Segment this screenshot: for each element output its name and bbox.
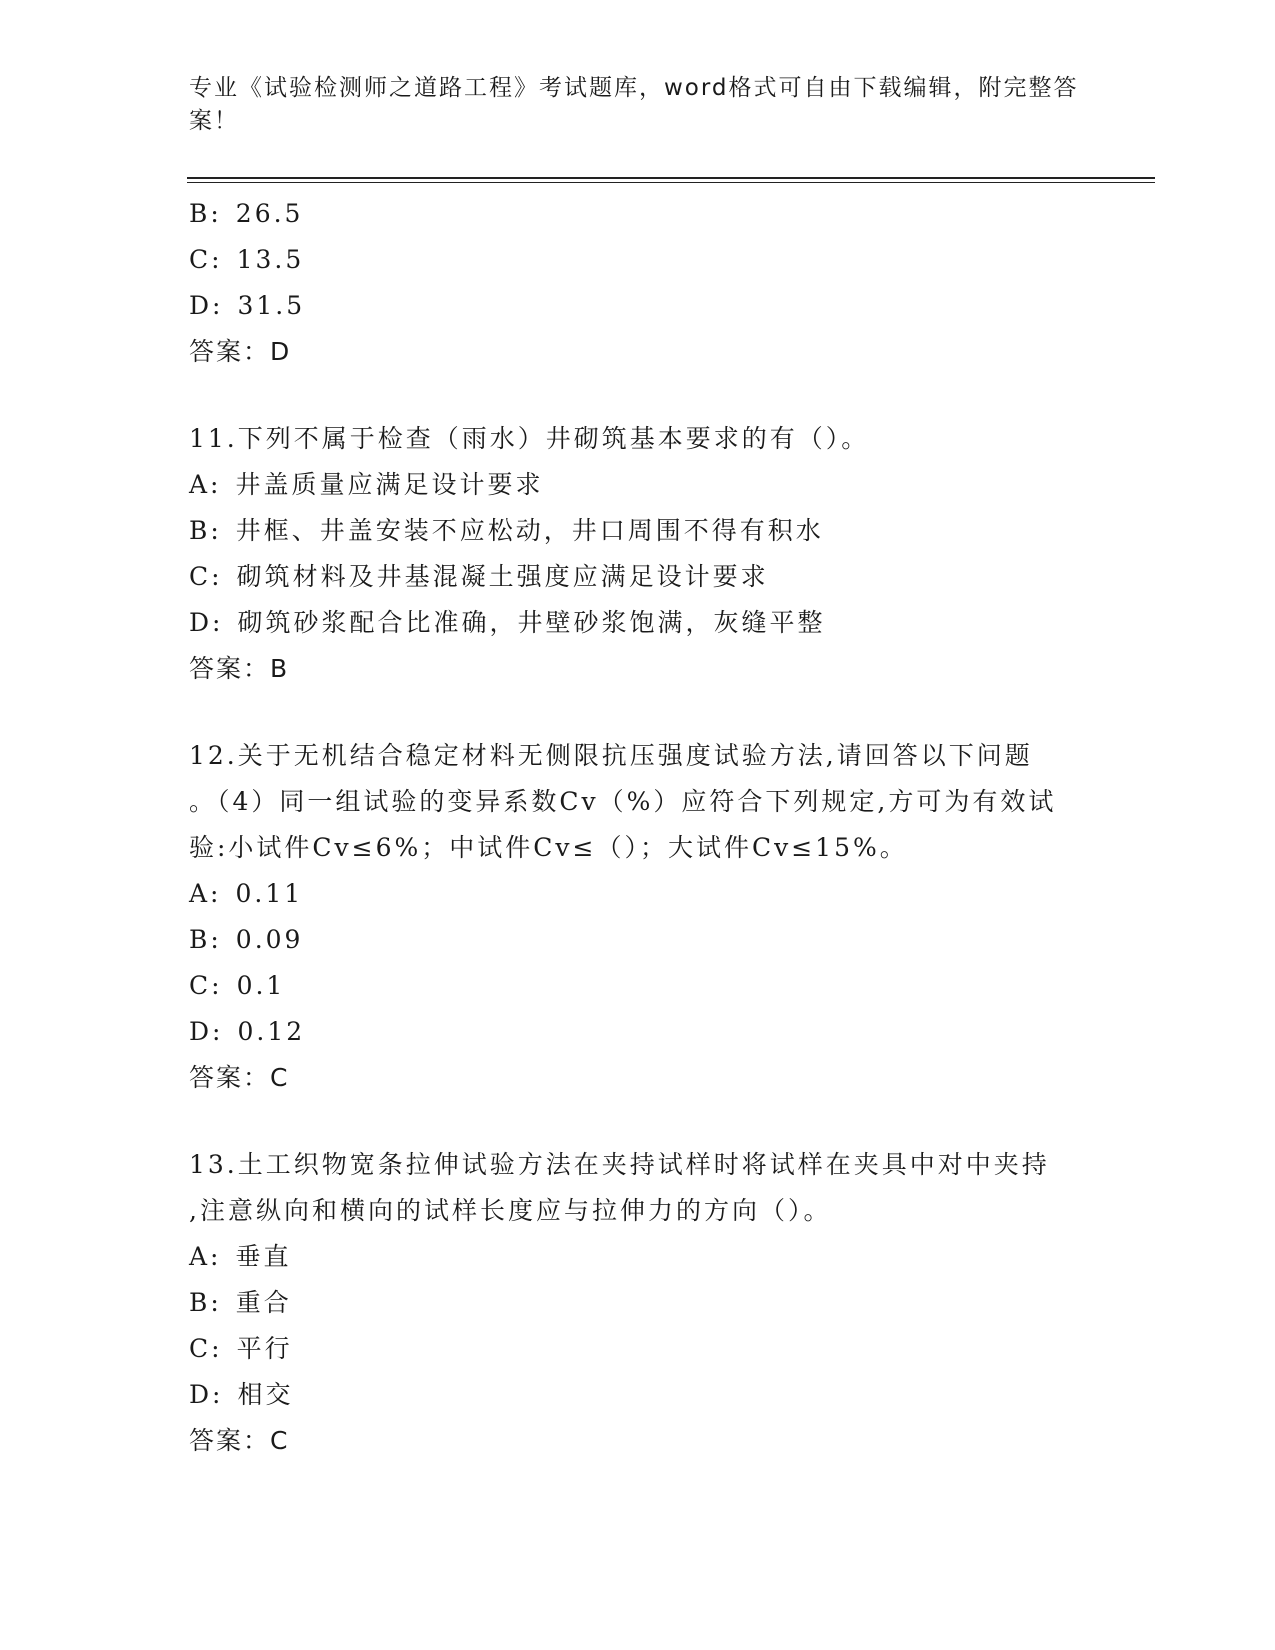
question-stem: 12.关于无机结合稳定材料无侧限抗压强度试验方法,请回答以下问题 <box>189 741 1033 770</box>
question-list <box>189 191 1089 1464</box>
option-line: B: 重合 <box>189 1288 292 1317</box>
answer-line: 答案：B <box>189 654 290 683</box>
header-rule-thick <box>187 177 1155 179</box>
option-line: C: 13.5 <box>189 245 305 274</box>
option-line: D: 砌筑砂浆配合比准确，井壁砂浆饱满，灰缝平整 <box>189 608 826 637</box>
option-line: B: 井框、井盖安装不应松动，井口周围不得有积水 <box>189 516 824 545</box>
question-stem: ,注意纵向和横向的试样长度应与拉伸力的方向（）。 <box>189 1196 832 1225</box>
question-stem: 验:小试件Cv≤6%；中试件Cv≤（）；大试件Cv≤15%。 <box>189 833 908 862</box>
answer-line: 答案：D <box>189 337 292 366</box>
question-stem: 13.土工织物宽条拉伸试验方法在夹持试样时将试样在夹具中对中夹持 <box>189 1150 1050 1179</box>
page-header <box>189 72 1079 138</box>
header-rule-thin <box>187 182 1155 183</box>
option-line: D: 0.12 <box>189 1017 306 1046</box>
question-block-13 <box>189 1142 1089 1464</box>
question-block-11 <box>189 416 1089 692</box>
option-line: D: 相交 <box>189 1380 294 1409</box>
option-line: A: 垂直 <box>189 1242 292 1271</box>
header-line-2: 案！ <box>189 108 239 134</box>
option-line: B: 0.09 <box>189 925 304 954</box>
header-line-1: 专业《试验检测师之道路工程》考试题库，word格式可自由下载编辑，附完整答 <box>189 75 1079 101</box>
option-line: D: 31.5 <box>189 291 306 320</box>
question-block-12 <box>189 733 1089 1101</box>
option-line: C: 平行 <box>189 1334 293 1363</box>
answer-line: 答案：C <box>189 1426 290 1455</box>
option-line: A: 0.11 <box>189 879 304 908</box>
option-line: C: 砌筑材料及井基混凝土强度应满足设计要求 <box>189 562 769 591</box>
question-block-continued <box>189 191 1089 375</box>
option-line: C: 0.1 <box>189 971 286 1000</box>
question-stem: 。（4）同一组试验的变异系数Cv（%）应符合下列规定,方可为有效试 <box>189 787 1057 816</box>
option-line: A: 井盖质量应满足设计要求 <box>189 470 544 499</box>
question-stem: 11.下列不属于检查（雨水）井砌筑基本要求的有（）。 <box>189 424 870 453</box>
option-line: B: 26.5 <box>189 199 304 228</box>
answer-line: 答案：C <box>189 1063 290 1092</box>
